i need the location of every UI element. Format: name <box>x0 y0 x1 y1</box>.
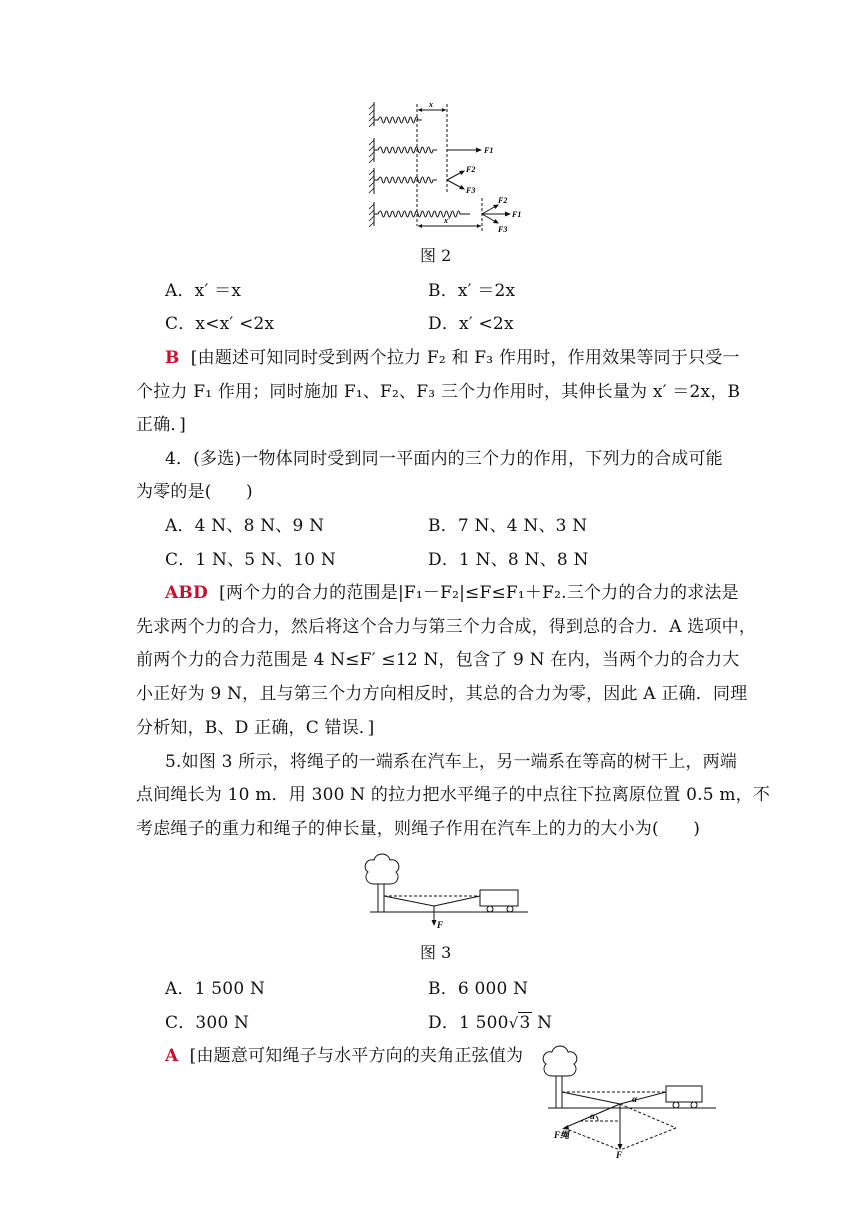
q5-option-d-suffix: N <box>531 1013 553 1033</box>
q5-answer-line <box>165 1044 523 1068</box>
label-f2-a: F2 <box>466 165 476 174</box>
label-f1-b: F1 <box>512 210 522 219</box>
q4-explain-4: 小正好为 9 N，且与第三个力方向相反时，其总的合力为零，因此 A 正确．同理 <box>136 684 748 704</box>
q4-option-a: A．4 N、8 N、9 N <box>165 516 325 536</box>
fig4-alpha-top: α <box>632 1094 637 1104</box>
figure-3-rope-car <box>356 848 536 934</box>
q5-option-d <box>428 1011 552 1035</box>
q5-option-c: C．300 N <box>165 1013 250 1033</box>
q5-answer-letter: A <box>165 1046 179 1066</box>
q4-answer-line-1 <box>165 581 739 605</box>
label-f1-a: F1 <box>484 146 494 155</box>
fig3-label-f: F <box>437 920 444 930</box>
fig4-label-f: F <box>616 1150 623 1160</box>
q3-option-c: C．x<x′ <2x <box>165 314 275 334</box>
q5-explain: [由题意可知绳子与水平方向的夹角正弦值为 <box>189 1046 524 1066</box>
figure-2-caption: 图 2 <box>420 246 452 265</box>
q3-option-d: D．x′ <2x <box>428 314 514 334</box>
q4-explain-3: 前两个力的合力范围是 4 N≤F′ ≤12 N，包含了 9 N 在内，当两个力的合力大 <box>136 650 740 670</box>
q5-option-b: B．6 000 N <box>428 979 529 999</box>
q5-stem-3: 考虑绳子的重力和绳子的伸长量，则绳子作用在汽车上的力的大小为( ) <box>136 819 701 839</box>
q4-explain-5: 分析知，B、D 正确，C 错误．] <box>136 718 375 738</box>
q4-stem-2: 为零的是( ) <box>136 482 253 502</box>
sqrt-symbol: √ <box>508 1014 519 1032</box>
q4-option-c: C．1 N、5 N、10 N <box>165 550 336 570</box>
q3-explain-3: 正确．] <box>136 415 186 435</box>
label-x: x <box>429 100 433 109</box>
q3-explain-1: [由题述可知同时受到两个拉力 F₂ 和 F₃ 作用时，作用效果等同于只受一 <box>190 348 740 368</box>
q3-explain-2: 个拉力 F₁ 作用；同时施加 F₁、F₂、F₃ 三个力作用时，其伸长量为 x′ ＝2x，B <box>136 382 741 402</box>
figure-3-caption: 图 3 <box>420 943 452 962</box>
label-f3-a: F3 <box>466 186 476 195</box>
q5-stem-1: 5.如图 3 所示，将绳子的一端系在汽车上，另一端系在等高的树干上，两端 <box>165 752 738 772</box>
q3-answer-letter: B <box>165 348 180 368</box>
q5-stem-2: 点间绳长为 10 m．用 300 N 的拉力把水平绳子的中点往下拉离原位置 0.5 m，不 <box>136 785 771 805</box>
figure-4-force-decomposition <box>540 1042 725 1160</box>
q3-option-a: A．x′ ＝x <box>165 281 242 301</box>
q4-stem-1: 4．(多选)一物体同时受到同一平面内的三个力的作用，下列力的合成可能 <box>165 449 723 469</box>
q3-option-b: B．x′ ＝2x <box>428 281 516 301</box>
q4-explain-2: 先求两个力的合力，然后将这个合力与第三个力合成，得到总的合力．A 选项中， <box>136 617 757 637</box>
q3-answer-line-1 <box>165 346 740 370</box>
label-x-prime: x′ <box>444 216 451 225</box>
fig4-label-f-rope: F绳 <box>554 1130 570 1140</box>
q5-option-d-prefix: D．1 500 <box>428 1013 509 1033</box>
q4-option-d: D．1 N、8 N、8 N <box>428 550 589 570</box>
q5-option-a: A．1 500 N <box>165 979 266 999</box>
q4-answer-letter: ABD <box>165 583 208 603</box>
q4-option-b: B．7 N、4 N、3 N <box>428 516 588 536</box>
q5-option-d-radicand: 3 <box>519 1013 531 1033</box>
figure-2-springs <box>360 98 530 236</box>
label-f3-b: F3 <box>498 225 508 234</box>
q4-explain-1: [两个力的合力的范围是|F₁－F₂|≤F≤F₁＋F₂.三个力的合力的求法是 <box>219 583 739 603</box>
fig4-alpha-bottom: α <box>590 1111 595 1121</box>
label-f2-b: F2 <box>498 196 508 205</box>
